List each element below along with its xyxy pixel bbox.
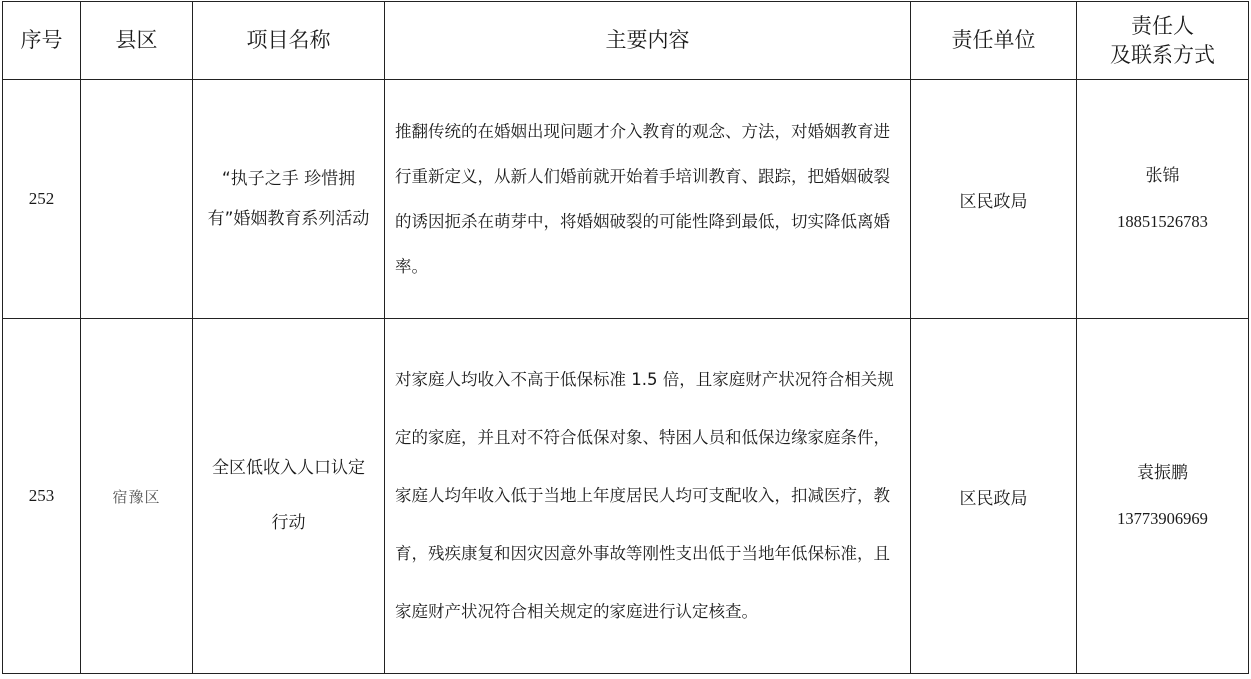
- row-unit: 区民政局: [911, 80, 1077, 319]
- table-row: [3, 319, 1249, 674]
- row-seq: 253: [3, 319, 81, 674]
- table-row: [3, 80, 1249, 319]
- project-table: [2, 1, 1249, 674]
- row-unit: 区民政局: [911, 319, 1077, 674]
- header-project: 项目名称: [193, 2, 385, 80]
- row-county: [81, 80, 193, 319]
- header-row: [3, 2, 1249, 80]
- row-seq: 252: [3, 80, 81, 319]
- row-person: 张锦: [1145, 166, 1180, 186]
- row-county: 宿豫区: [81, 319, 193, 674]
- header-content: 主要内容: [385, 2, 911, 80]
- row-content: 推翻传统的在婚姻出现问题才介入教育的观念、方法，对婚姻教育进行重新定义，从新人们婚前就开始着手培训教育、跟踪，把婚姻破裂的诱因扼杀在萌芽中，将婚姻破裂的可能性降到最低，切实降低离婚率。: [385, 80, 911, 319]
- row-project: 全区低收入人口认定行动: [193, 319, 385, 674]
- header-contact-line1: 责任人: [1131, 13, 1194, 38]
- header-contact-line2: 及联系方式: [1110, 42, 1215, 67]
- row-phone: 18851526783: [1117, 212, 1208, 231]
- header-county: 县区: [81, 2, 193, 80]
- row-project: “执子之手 珍惜拥有”婚姻教育系列活动: [193, 80, 385, 319]
- header-contact: [1077, 2, 1249, 80]
- header-seq: 序号: [3, 2, 81, 80]
- row-content: 对家庭人均收入不高于低保标准 1.5 倍，且家庭财产状况符合相关规定的家庭，并且对不符合低保对象、特困人员和低保边缘家庭条件，家庭人均年收入低于当地上年度居民人均可支配收入，扣减医疗，教育，残疾康复和因灾因意外事故等刚性支出低于当地年低保标准，且家庭财产状况符合相关规定的家庭进行认定核查。: [385, 319, 911, 674]
- row-person: 袁振鹏: [1137, 463, 1188, 483]
- row-phone: 13773906969: [1117, 509, 1208, 528]
- header-unit: 责任单位: [911, 2, 1077, 80]
- row-contact: [1077, 319, 1249, 674]
- row-contact: [1077, 80, 1249, 319]
